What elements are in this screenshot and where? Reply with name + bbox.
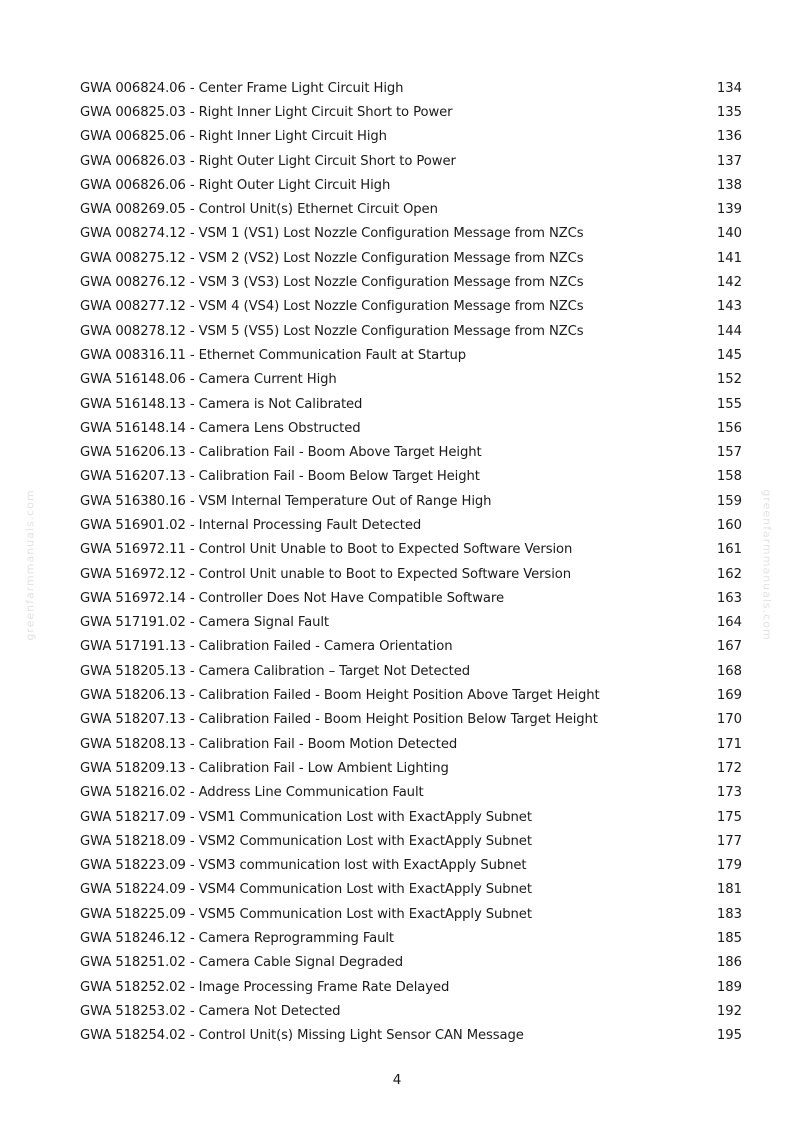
- toc-entry-page[interactable]: 172: [716, 760, 742, 776]
- toc-entry-page[interactable]: 164: [716, 615, 742, 631]
- toc-entry-page[interactable]: 168: [716, 663, 742, 679]
- toc-entry[interactable]: [80, 319, 742, 343]
- toc-entry-page[interactable]: 138: [716, 177, 742, 193]
- toc-entry[interactable]: [80, 756, 742, 780]
- toc-entry-page[interactable]: 161: [716, 542, 742, 558]
- toc-entry[interactable]: [80, 854, 742, 878]
- toc-entry[interactable]: [80, 149, 742, 173]
- table-of-contents: [80, 76, 742, 1048]
- toc-entry[interactable]: [80, 465, 742, 489]
- toc-entry-title[interactable]: GWA 516206.13 - Calibration Fail - Boom Above Target Height: [80, 445, 482, 461]
- toc-entry-page[interactable]: 135: [716, 104, 742, 120]
- toc-entry[interactable]: [80, 732, 742, 756]
- toc-entry[interactable]: [80, 902, 742, 926]
- toc-entry-page[interactable]: 158: [716, 469, 742, 485]
- toc-entry[interactable]: [80, 368, 742, 392]
- toc-entry-page[interactable]: 189: [716, 979, 742, 995]
- toc-entry[interactable]: [80, 270, 742, 294]
- toc-entry[interactable]: [80, 635, 742, 659]
- toc-entry-page[interactable]: 175: [716, 809, 742, 825]
- toc-entry-page[interactable]: 159: [716, 493, 742, 509]
- toc-entry[interactable]: [80, 538, 742, 562]
- toc-entry[interactable]: [80, 586, 742, 610]
- toc-entry[interactable]: [80, 100, 742, 124]
- toc-entry-page[interactable]: 152: [716, 372, 742, 388]
- toc-entry-title[interactable]: GWA 518207.13 - Calibration Failed - Boom Height Position Below Target Height: [80, 712, 598, 728]
- toc-entry[interactable]: [80, 829, 742, 853]
- toc-entry[interactable]: [80, 999, 742, 1023]
- toc-entry-title[interactable]: GWA 518217.09 - VSM1 Communication Lost with ExactApply Subnet: [80, 809, 532, 825]
- toc-entry-page[interactable]: 143: [716, 299, 742, 315]
- toc-entry-page[interactable]: 167: [716, 639, 742, 655]
- toc-entry-page[interactable]: 160: [716, 517, 742, 533]
- toc-entry[interactable]: [80, 659, 742, 683]
- toc-entry[interactable]: [80, 562, 742, 586]
- toc-entry-page[interactable]: 140: [716, 226, 742, 242]
- toc-entry-page[interactable]: 136: [716, 129, 742, 145]
- toc-entry[interactable]: [80, 246, 742, 270]
- toc-entry-title[interactable]: GWA 518254.02 - Control Unit(s) Missing Light Sensor CAN Message: [80, 1028, 524, 1044]
- toc-entry-title[interactable]: GWA 008316.11 - Ethernet Communication Fault at Startup: [80, 347, 467, 363]
- toc-entry-title[interactable]: GWA 518225.09 - VSM5 Communication Lost with ExactApply Subnet: [80, 906, 532, 922]
- toc-entry-title[interactable]: GWA 517191.13 - Calibration Failed - Camera Orientation: [80, 639, 453, 655]
- toc-entry-page[interactable]: 169: [716, 688, 742, 704]
- toc-entry-page[interactable]: 186: [716, 955, 742, 971]
- toc-entry-title[interactable]: GWA 516148.13 - Camera is Not Calibrated: [80, 396, 363, 412]
- toc-entry-page[interactable]: 142: [716, 275, 742, 291]
- toc-entry[interactable]: [80, 222, 742, 246]
- toc-entry[interactable]: [80, 926, 742, 950]
- toc-entry-page[interactable]: 177: [716, 833, 742, 849]
- toc-entry-title[interactable]: GWA 518205.13 - Camera Calibration – Target Not Detected: [80, 663, 471, 679]
- toc-entry-page[interactable]: 179: [716, 858, 742, 874]
- toc-entry[interactable]: [80, 781, 742, 805]
- toc-entry-title[interactable]: GWA 006825.06 - Right Inner Light Circuit High: [80, 129, 387, 145]
- toc-entry-title[interactable]: GWA 518223.09 - VSM3 communication lost with ExactApply Subnet: [80, 858, 527, 874]
- page-number: 4: [392, 1072, 402, 1088]
- toc-entry[interactable]: [80, 416, 742, 440]
- toc-entry-title[interactable]: GWA 006825.03 - Right Inner Light Circuit Short to Power: [80, 104, 453, 120]
- toc-entry-title[interactable]: GWA 518246.12 - Camera Reprogramming Fault: [80, 931, 395, 947]
- toc-entry-page[interactable]: 171: [716, 736, 742, 752]
- toc-entry-page[interactable]: 170: [716, 712, 742, 728]
- toc-entry[interactable]: [80, 611, 742, 635]
- toc-entry[interactable]: [80, 295, 742, 319]
- toc-entry[interactable]: [80, 76, 742, 100]
- toc-entry-title[interactable]: GWA 516901.02 - Internal Processing Fault Detected: [80, 517, 422, 533]
- watermark-right: greenfarmmanuals.com: [760, 489, 774, 641]
- toc-entry-page[interactable]: 162: [716, 566, 742, 582]
- toc-entry-page[interactable]: 181: [716, 882, 742, 898]
- toc-entry[interactable]: [80, 125, 742, 149]
- toc-entry-title[interactable]: GWA 518216.02 - Address Line Communication Fault: [80, 785, 424, 801]
- toc-entry-title[interactable]: GWA 518253.02 - Camera Not Detected: [80, 1003, 341, 1019]
- toc-entry-title[interactable]: GWA 006826.06 - Right Outer Light Circuit High: [80, 177, 391, 193]
- toc-entry-page[interactable]: 155: [716, 396, 742, 412]
- toc-entry[interactable]: [80, 489, 742, 513]
- toc-entry-title[interactable]: GWA 518224.09 - VSM4 Communication Lost with ExactApply Subnet: [80, 882, 532, 898]
- toc-entry[interactable]: [80, 951, 742, 975]
- toc-entry-title[interactable]: GWA 008269.05 - Control Unit(s) Ethernet Circuit Open: [80, 202, 438, 218]
- toc-entry-page[interactable]: 156: [716, 420, 742, 436]
- toc-entry[interactable]: [80, 975, 742, 999]
- toc-entry-page[interactable]: 141: [716, 250, 742, 266]
- toc-entry-page[interactable]: 157: [716, 445, 742, 461]
- toc-entry-title[interactable]: GWA 518251.02 - Camera Cable Signal Degraded: [80, 955, 404, 971]
- toc-entry-title[interactable]: GWA 516972.12 - Control Unit unable to Boot to Expected Software Version: [80, 566, 571, 582]
- toc-entry[interactable]: [80, 805, 742, 829]
- watermark-left: greenfarmmanuals.com: [23, 489, 37, 641]
- toc-entry-title[interactable]: GWA 516972.14 - Controller Does Not Have Compatible Software: [80, 590, 504, 606]
- toc-entry-page[interactable]: 192: [716, 1003, 742, 1019]
- toc-entry-title[interactable]: GWA 006824.06 - Center Frame Light Circuit High: [80, 80, 404, 96]
- toc-entry[interactable]: [80, 440, 742, 464]
- toc-entry-title[interactable]: GWA 518206.13 - Calibration Failed - Boom Height Position Above Target Height: [80, 688, 600, 704]
- toc-entry[interactable]: [80, 708, 742, 732]
- toc-entry[interactable]: [80, 343, 742, 367]
- toc-entry[interactable]: [80, 878, 742, 902]
- toc-entry-page[interactable]: 144: [716, 323, 742, 339]
- toc-entry-title[interactable]: GWA 517191.02 - Camera Signal Fault: [80, 615, 329, 631]
- toc-entry-page[interactable]: 163: [716, 590, 742, 606]
- toc-entry-title[interactable]: GWA 516207.13 - Calibration Fail - Boom Below Target Height: [80, 469, 480, 485]
- toc-entry-page[interactable]: 139: [716, 202, 742, 218]
- toc-entry-title[interactable]: GWA 008275.12 - VSM 2 (VS2) Lost Nozzle Configuration Message from NZCs: [80, 250, 584, 266]
- toc-entry-page[interactable]: 134: [716, 80, 742, 96]
- toc-entry-title[interactable]: GWA 008278.12 - VSM 5 (VS5) Lost Nozzle Configuration Message from NZCs: [80, 323, 584, 339]
- toc-entry-title[interactable]: GWA 518209.13 - Calibration Fail - Low Ambient Lighting: [80, 760, 449, 776]
- toc-entry-page[interactable]: 185: [716, 931, 742, 947]
- toc-entry-title[interactable]: GWA 516148.06 - Camera Current High: [80, 372, 337, 388]
- toc-entry[interactable]: [80, 1024, 742, 1048]
- toc-entry-title[interactable]: GWA 008277.12 - VSM 4 (VS4) Lost Nozzle Configuration Message from NZCs: [80, 299, 584, 315]
- toc-entry-title[interactable]: GWA 008276.12 - VSM 3 (VS3) Lost Nozzle Configuration Message from NZCs: [80, 275, 584, 291]
- toc-entry-title[interactable]: GWA 516972.11 - Control Unit Unable to Boot to Expected Software Version: [80, 542, 573, 558]
- toc-entry-title[interactable]: GWA 516148.14 - Camera Lens Obstructed: [80, 420, 361, 436]
- toc-entry[interactable]: [80, 173, 742, 197]
- toc-entry-title[interactable]: GWA 518218.09 - VSM2 Communication Lost with ExactApply Subnet: [80, 833, 532, 849]
- toc-entry-title[interactable]: GWA 006826.03 - Right Outer Light Circuit Short to Power: [80, 153, 456, 169]
- toc-entry-title[interactable]: GWA 008274.12 - VSM 1 (VS1) Lost Nozzle Configuration Message from NZCs: [80, 226, 584, 242]
- toc-entry-title[interactable]: GWA 518252.02 - Image Processing Frame Rate Delayed: [80, 979, 450, 995]
- toc-entry-page[interactable]: 145: [716, 347, 742, 363]
- toc-entry-page[interactable]: 137: [716, 153, 742, 169]
- toc-entry[interactable]: [80, 683, 742, 707]
- toc-entry-title[interactable]: GWA 516380.16 - VSM Internal Temperature Out of Range High: [80, 493, 492, 509]
- toc-entry[interactable]: [80, 513, 742, 537]
- toc-entry-page[interactable]: 173: [716, 785, 742, 801]
- toc-entry[interactable]: [80, 392, 742, 416]
- toc-entry-page[interactable]: 183: [716, 906, 742, 922]
- toc-entry-page[interactable]: 195: [716, 1028, 742, 1044]
- toc-entry[interactable]: [80, 197, 742, 221]
- toc-entry-title[interactable]: GWA 518208.13 - Calibration Fail - Boom Motion Detected: [80, 736, 458, 752]
